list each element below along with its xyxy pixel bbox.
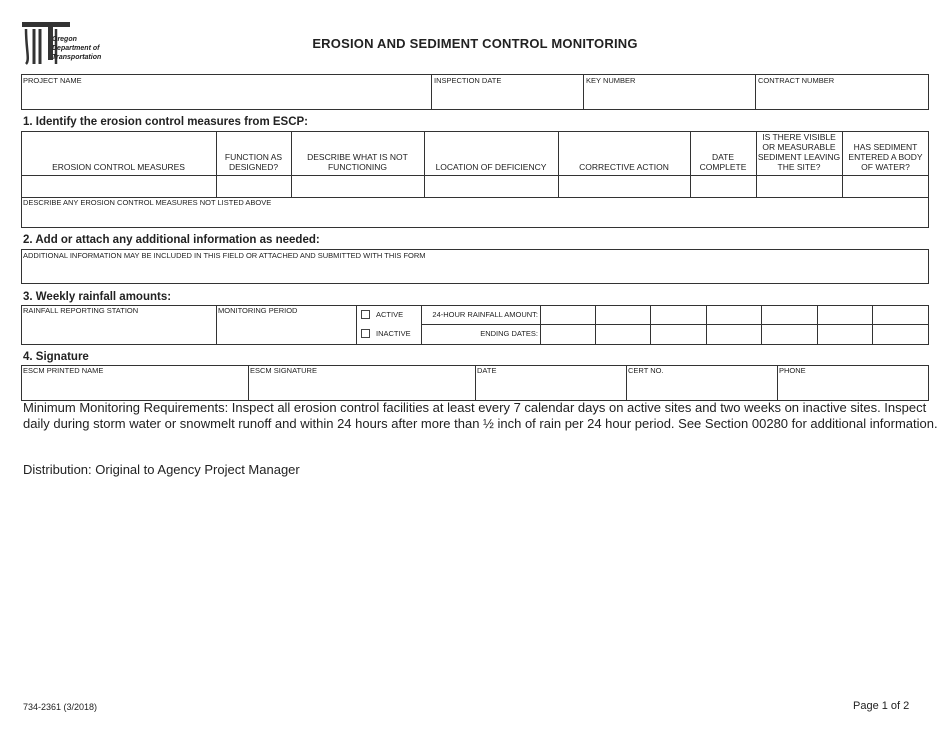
section1-heading: 1. Identify the erosion control measures from ESCP: bbox=[23, 116, 309, 128]
form-title: EROSION AND SEDIMENT CONTROL MONITORING bbox=[312, 36, 638, 51]
page-number: Page 1 of 2 bbox=[853, 700, 910, 712]
key-number-label: KEY NUMBER bbox=[586, 76, 636, 85]
date-complete-input[interactable] bbox=[691, 176, 756, 197]
form-number: 734-2361 (3/2018) bbox=[23, 702, 98, 712]
signature-date-field[interactable] bbox=[476, 366, 626, 400]
ending-date-cell[interactable] bbox=[651, 325, 706, 344]
key-number-field[interactable] bbox=[584, 74, 756, 110]
section2-heading: 2. Add or attach any additional information as needed: bbox=[23, 234, 320, 246]
sediment-leaving-input[interactable] bbox=[757, 176, 842, 197]
col-function-as-designed: FUNCTION AS DESIGNED? bbox=[224, 152, 283, 172]
col-erosion-control-measures: EROSION CONTROL MEASURES bbox=[52, 162, 185, 172]
active-checkbox[interactable] bbox=[361, 310, 370, 319]
rain-day-cell[interactable] bbox=[541, 306, 595, 324]
location-input[interactable] bbox=[425, 176, 558, 197]
col-date-complete: DATE COMPLETE bbox=[699, 152, 747, 172]
additional-info-label: ADDITIONAL INFORMATION MAY BE INCLUDED IN THIS FIELD OR ATTACHED AND SUBMITTED WITH THIS FORM bbox=[23, 251, 426, 260]
monitoring-period-label: MONITORING PERIOD bbox=[218, 306, 298, 315]
printed-name-field[interactable] bbox=[22, 366, 248, 400]
printed-name-label: ESCM PRINTED NAME bbox=[23, 366, 104, 375]
signature-field[interactable] bbox=[249, 366, 475, 400]
not-functioning-input[interactable] bbox=[292, 176, 424, 197]
function-input[interactable] bbox=[217, 176, 291, 197]
rain-day-cell[interactable] bbox=[651, 306, 706, 324]
agency-name: Oregon Department of Transportation bbox=[52, 36, 102, 61]
ending-date-cell[interactable] bbox=[762, 325, 817, 344]
contract-number-label: CONTRACT NUMBER bbox=[758, 76, 835, 85]
additional-info-field[interactable] bbox=[21, 249, 929, 284]
phone-label: PHONE bbox=[779, 366, 806, 375]
ending-date-cell[interactable] bbox=[707, 325, 761, 344]
measure-input[interactable] bbox=[22, 176, 216, 197]
inactive-label: INACTIVE bbox=[376, 329, 411, 338]
col-location-of-deficiency: LOCATION OF DEFICIENCY bbox=[435, 162, 547, 172]
rain-day-cell[interactable] bbox=[762, 306, 817, 324]
signature-label: ESCM SIGNATURE bbox=[250, 366, 317, 375]
monitoring-requirements: Minimum Monitoring Requirements: Inspect all erosion control facilities at least every 7 calendar days on active sites and two weeks on inactive sites. Inspect daily during storm water or snowmelt runoff and within 24 hours after more than ½ inch of rain per 24 hour period. See Section 00280 for additional information. bbox=[23, 400, 938, 431]
rainfall-amount-label: 24-HOUR RAINFALL AMOUNT: bbox=[432, 310, 538, 319]
project-name-label: PROJECT NAME bbox=[23, 76, 82, 85]
inspection-date-field[interactable] bbox=[432, 74, 584, 110]
inspection-date-label: INSPECTION DATE bbox=[434, 76, 502, 85]
rain-day-cell[interactable] bbox=[873, 306, 928, 324]
col-visible-sediment: IS THERE VISIBLE OR MEASURABLE SEDIMENT LEAVING THE SITE? bbox=[757, 132, 841, 172]
ending-dates-label: ENDING DATES: bbox=[480, 329, 538, 338]
rain-day-cell[interactable] bbox=[818, 306, 872, 324]
contract-number-field[interactable] bbox=[756, 74, 929, 110]
ending-date-cell[interactable] bbox=[873, 325, 928, 344]
sediment-water-input[interactable] bbox=[843, 176, 929, 197]
ending-date-cell[interactable] bbox=[596, 325, 650, 344]
other-measures-field[interactable] bbox=[22, 198, 928, 227]
cert-no-label: CERT NO. bbox=[628, 366, 664, 375]
corrective-input[interactable] bbox=[559, 176, 690, 197]
active-label: ACTIVE bbox=[376, 310, 404, 319]
col-corrective-action: CORRECTIVE ACTION bbox=[579, 162, 669, 172]
rainfall-station-label: RAINFALL REPORTING STATION bbox=[23, 306, 139, 315]
rainfall-station-field[interactable] bbox=[22, 306, 216, 344]
section3-heading: 3. Weekly rainfall amounts: bbox=[23, 291, 172, 303]
monitoring-period-field[interactable] bbox=[217, 306, 356, 344]
project-name-field[interactable] bbox=[21, 74, 432, 110]
rain-day-cell[interactable] bbox=[707, 306, 761, 324]
cert-no-field[interactable] bbox=[627, 366, 777, 400]
phone-field[interactable] bbox=[778, 366, 928, 400]
ending-date-cell[interactable] bbox=[541, 325, 595, 344]
signature-date-label: DATE bbox=[477, 366, 497, 375]
inactive-checkbox[interactable] bbox=[361, 329, 370, 338]
ending-date-cell[interactable] bbox=[818, 325, 872, 344]
other-measures-label: DESCRIBE ANY EROSION CONTROL MEASURES NOT LISTED ABOVE bbox=[23, 198, 272, 207]
rain-day-cell[interactable] bbox=[596, 306, 650, 324]
section4-heading: 4. Signature bbox=[23, 351, 89, 363]
col-describe-not-functioning: DESCRIBE WHAT IS NOT FUNCTIONING bbox=[307, 152, 408, 172]
col-sediment-water: HAS SEDIMENT ENTERED A BODY OF WATER? bbox=[848, 142, 923, 172]
distribution-note: Distribution: Original to Agency Project Manager bbox=[23, 462, 300, 477]
